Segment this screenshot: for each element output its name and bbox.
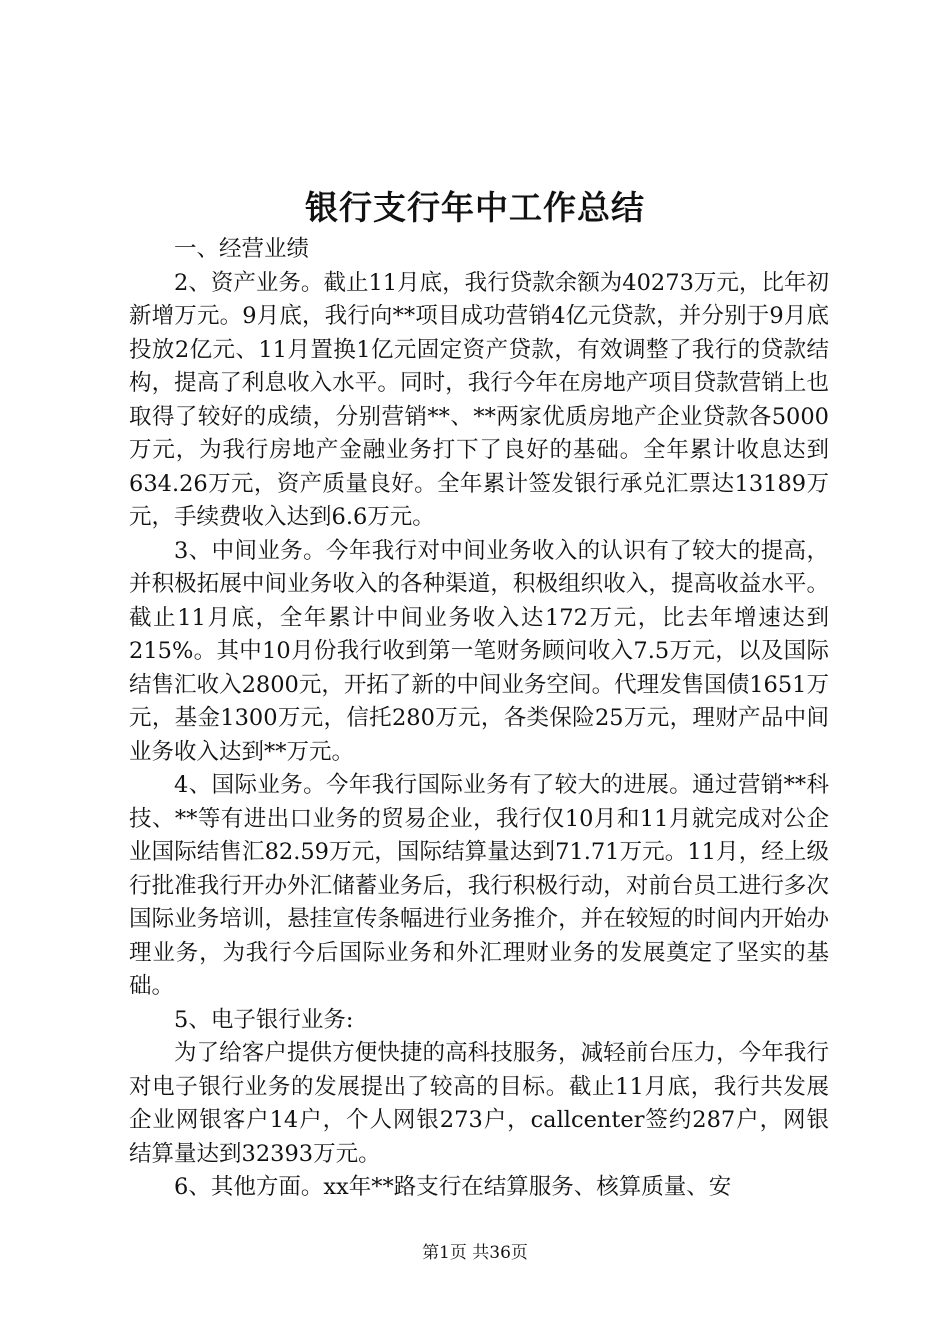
paragraph-other-aspects: 6、其他方面。xx年**路支行在结算服务、核算质量、安 bbox=[174, 1174, 732, 1200]
paragraph-asset-business: 2、资产业务。截止11月底，我行贷款余额为40273万元，比年初新增万元。9月底，我行向**项目成功营销4亿元贷款，并分别于9月底投放2亿元、11月置换1亿元固定资产贷款，有效调整了我行的贷款结构，提高了利息收入水平。同时，我行今年在房地产项目贷款营销上也取得了较好的成绩，分别营销**、**两家优质房地产企业贷款各5000万元，为我行房地产金融业务打下了良好的基础。全年累计收息达到634.26万元，资产质量良好。全年累计签发银行承兑汇票达13189万元，手续费收入达到6.6万元。 bbox=[129, 269, 829, 530]
paragraph-e-banking: 为了给客户提供方便快捷的高科技服务，减轻前台压力，今年我行对电子银行业务的发展提出了较高的目标。截止11月底，我行共发展企业网银客户14户，个人网银273户，callcenter签约287户，网银结算量达到32393万元。 bbox=[129, 1040, 829, 1167]
section-heading-business-performance: 一、经营业绩 bbox=[174, 236, 310, 262]
document-title: 银行支行年中工作总结 bbox=[305, 188, 645, 227]
paragraph-international-business: 4、国际业务。今年我行国际业务有了较大的进展。通过营销**科技、**等有进出口业务的贸易企业，我行仅10月和11月就完成对公企业国际结售汇82.59万元，国际结算量达到71.71万元。11月，经上级行批准我行开办外汇储蓄业务后，我行积极行动，对前台员工进行多次国际业务培训，悬挂宣传条幅进行业务推介，并在较短的时间内开始办理业务，为我行今后国际业务和外汇理财业务的发展奠定了坚实的基础。 bbox=[129, 772, 829, 999]
paragraph-intermediate-business: 3、中间业务。今年我行对中间业务收入的认识有了较大的提高，并积极拓展中间业务收入的各种渠道，积极组织收入，提高收益水平。截止11月底，全年累计中间业务收入达172万元，比去年增速达到215%。其中10月份我行收到第一笔财务顾问收入7.5万元，以及国际结售汇收入2800元，开拓了新的中间业务空间。代理发售国债1651万元，基金1300万元，信托280万元，各类保险25万元，理财产品中间业务收入达到**万元。 bbox=[129, 537, 829, 765]
subheading-e-banking: 5、电子银行业务: bbox=[174, 1006, 354, 1033]
document-body bbox=[129, 233, 829, 1205]
page-indicator: 第1页 共36页 bbox=[422, 1243, 528, 1263]
